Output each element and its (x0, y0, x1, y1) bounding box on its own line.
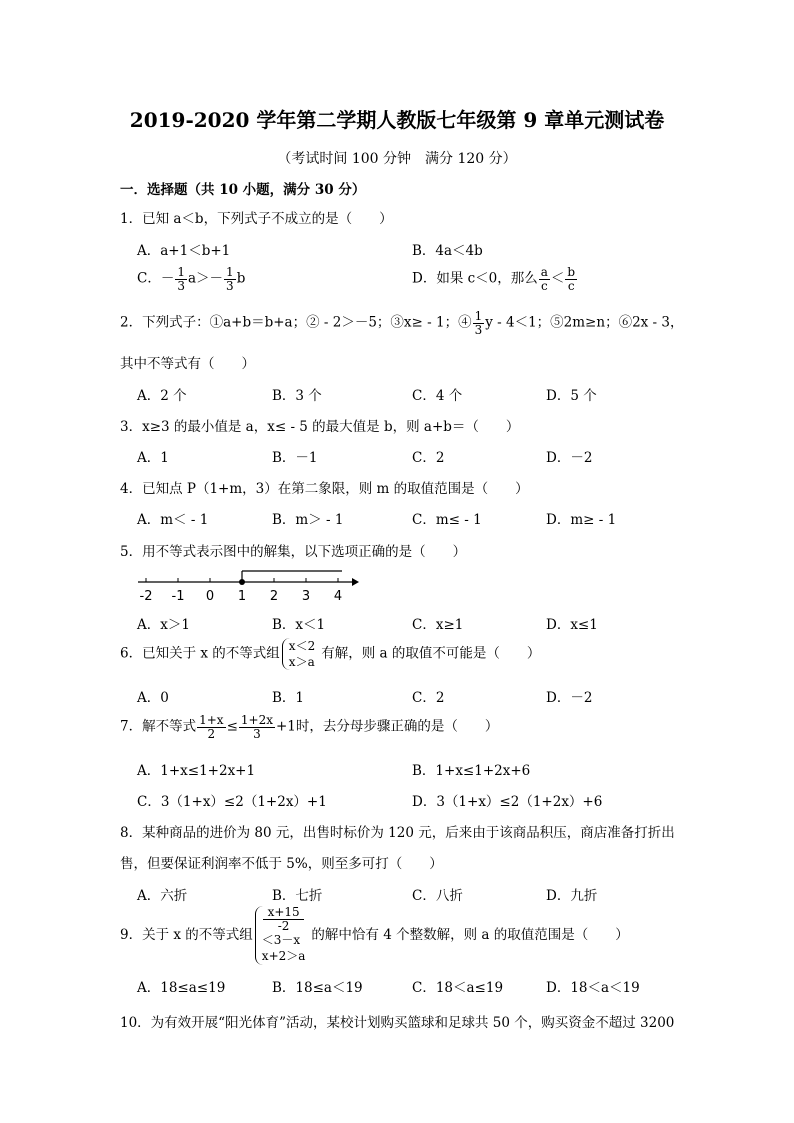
q5-option-b: B．x＜1 (272, 617, 326, 633)
section-heading: 一．选择题（共 10 小题，满分 30 分） (120, 182, 366, 198)
q4-option-d: D．m≥ - 1 (546, 512, 617, 528)
exam-info: （考试时间 100 分钟 满分 120 分） (277, 151, 517, 167)
q6-option-a: A．0 (137, 690, 169, 706)
question-6-stem: 6．已知关于 x 的不等式组 x＜2 x＞a 有解，则 a 的取值不可能是（ ） (120, 639, 541, 670)
q5-option-d: D．x≤1 (546, 617, 598, 633)
q3-option-b: B．－1 (272, 450, 318, 466)
q1-option-c: C．－ $\frac{1}{3}$ a＞－ $\frac{1}{3}$ b (137, 265, 246, 293)
q7-option-b: B．1+x≤1+2x+6 (412, 763, 531, 779)
q9-option-d: D．18＜a＜19 (546, 980, 640, 996)
question-5-stem: 5．用不等式表示图中的解集，以下选项正确的是（ ） (120, 544, 467, 560)
tick-label-2: 2 (269, 589, 279, 604)
q2-option-b: B．3 个 (272, 388, 322, 404)
q6-option-c: C．2 (412, 690, 445, 706)
number-line-arrow (352, 578, 359, 586)
q8-option-c: C．八折 (412, 888, 463, 904)
question-2-stem: 2．下列式子：①a+b＝b+a；② - 2＞－5；③x≥ - 1；④ $\frac{1}{3}$ y - 4＜1；⑤2m≥n；⑥2x - 3， (120, 309, 684, 337)
question-9-stem: 9．关于 x 的不等式组 x+15 -2 ＜3－x x+2＞a 的解中恰有 4 个整数解，则 a 的取值范围是（ ） (120, 905, 629, 964)
q7-option-d: D．3（1+x）≤2（1+2x）+6 (412, 794, 603, 810)
q2-option-d: D．5 个 (546, 388, 597, 404)
q5-option-a: A．x＞1 (137, 617, 190, 633)
tick-label-1: 1 (237, 589, 247, 604)
q1-option-d: D．如果 c＜0，那么 $\frac{a}{c}$ ＜ $\frac{b}{c}$ (412, 265, 576, 293)
question-1-stem: 1．已知 a＜b，下列式子不成立的是（ ） (120, 211, 393, 227)
number-line (134, 565, 364, 605)
q8-option-a: A．六折 (137, 888, 188, 904)
q4-option-a: A．m＜ - 1 (137, 512, 209, 528)
q3-option-c: C．2 (412, 450, 445, 466)
q8-option-b: B．七折 (272, 888, 323, 904)
q4-option-c: C．m≤ - 1 (412, 512, 482, 528)
tick-label--1: -1 (171, 589, 185, 604)
question-4-stem: 4．已知点 P（1+m，3）在第二象限，则 m 的取值范围是（ ） (120, 481, 529, 497)
page-title: 2019-2020 学年第二学期人教版七年级第 9 章单元测试卷 (129, 108, 665, 132)
q2-option-a: A．2 个 (137, 388, 187, 404)
question-8-stem: 8．某种商品的进价为 80 元，出售时标价为 120 元，后来由于该商品积压，商店准备打折出 (120, 825, 675, 841)
q9-option-c: C．18＜a≤19 (412, 980, 504, 996)
q6-option-b: B．1 (272, 690, 305, 706)
q4-option-b: B．m＞ - 1 (272, 512, 344, 528)
q9-option-b: B．18≤a＜19 (272, 980, 363, 996)
q7-option-a: A．1+x≤1+2x+1 (137, 763, 256, 779)
tick-label-4: 4 (333, 589, 343, 604)
tick-label-3: 3 (301, 589, 311, 604)
tick-label-0: 0 (205, 589, 215, 604)
question-3-stem: 3．x≥3 的最小值是 a，x≤ - 5 的最大值是 b，则 a+b＝（ ） (120, 419, 520, 435)
q8-option-d: D．九折 (546, 888, 598, 904)
q6-option-d: D．－2 (546, 690, 593, 706)
q5-option-c: C．x≥1 (412, 617, 464, 633)
q3-option-a: A．1 (137, 450, 169, 466)
q7-option-c: C．3（1+x）≤2（1+2x）+1 (137, 794, 327, 810)
question-8-stem-line2: 售，但要保证利润率不低于 5%，则至多可打（ ） (120, 856, 443, 872)
q1-option-a: A．a+1＜b+1 (137, 243, 231, 259)
q2-option-c: C．4 个 (412, 388, 463, 404)
tick-label--2: -2 (139, 589, 153, 604)
question-2-stem-line2: 其中不等式有（ ） (120, 356, 255, 372)
question-10-stem: 10．为有效开展“阳光体育”活动，某校计划购买篮球和足球共 50 个，购买资金不超过 3200 (120, 1015, 675, 1031)
q9-option-a: A．18≤a≤19 (137, 980, 226, 996)
q3-option-d: D．－2 (546, 450, 593, 466)
q1-option-b: B．4a＜4b (412, 243, 483, 259)
question-7-stem: 7．解不等式 $\frac{1+x}{2}$ ≤ $\frac{1+2x}{3}$ +1时，去分母步骤正确的是（ ） (120, 713, 499, 741)
